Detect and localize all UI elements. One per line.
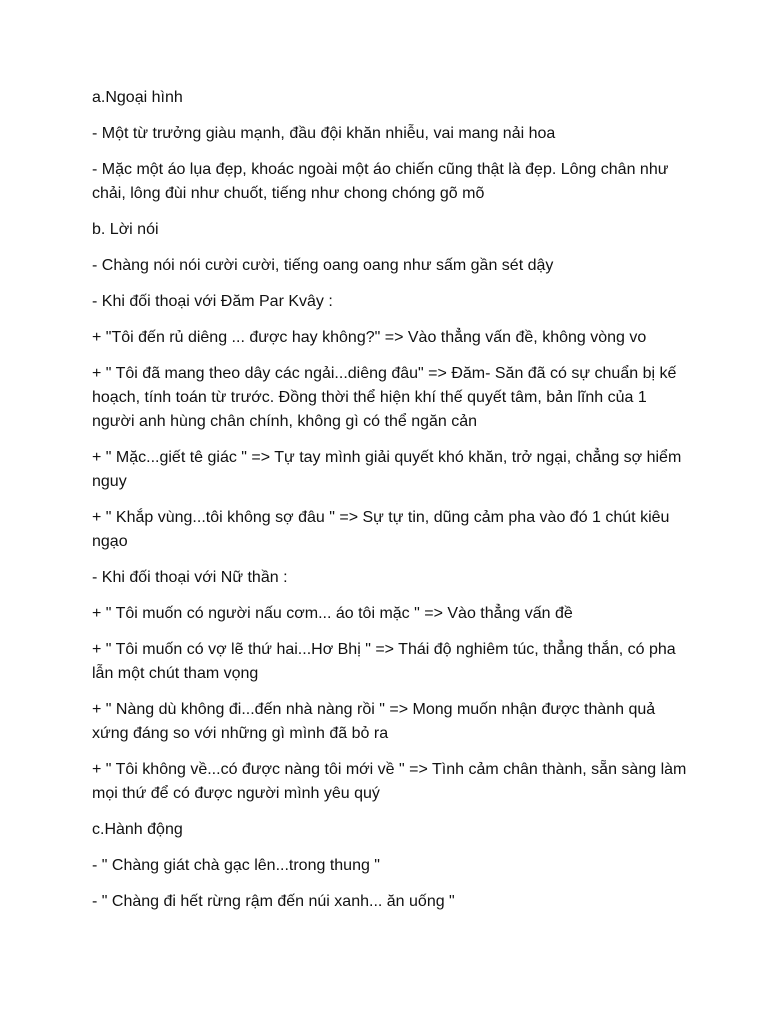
paragraph: - Khi đối thoại với Đăm Par Kvây : xyxy=(92,293,333,310)
paragraph: - Mặc một áo lụa đẹp, khoác ngoài một áo chiến cũng thật là đẹp. Lông chân như chải, lông đùi như chuốt, tiếng như chong chóng gõ mõ xyxy=(92,161,669,202)
paragraph: + " Tôi muốn có người nấu cơm... áo tôi mặc " => Vào thẳng vấn đề xyxy=(92,605,573,622)
paragraph: + "Tôi đến rủ diêng ... được hay không?" => Vào thẳng vấn đề, không vòng vo xyxy=(92,329,647,346)
paragraph: - Chàng nói nói cười cười, tiếng oang oang như sấm gần sét dậy xyxy=(92,257,554,274)
paragraph: - Một từ trưởng giàu mạnh, đầu đội khăn nhiễu, vai mang nải hoa xyxy=(92,125,556,142)
paragraph: - " Chàng đi hết rừng rậm đến núi xanh... ăn uống " xyxy=(92,893,455,910)
paragraph: + " Tôi muốn có vợ lẽ thứ hai...Hơ Bhị " => Thái độ nghiêm túc, thẳng thắn, có pha lẫn một chút tham vọng xyxy=(92,641,676,682)
heading-appearance: a.Ngoại hình xyxy=(92,89,183,106)
paragraph: - Khi đối thoại với Nữ thần : xyxy=(92,569,288,586)
heading-speech: b. Lời nói xyxy=(92,221,159,238)
paragraph: + " Nàng dù không đi...đến nhà nàng rồi " => Mong muốn nhận được thành quả xứng đáng so với những gì mình đã bỏ ra xyxy=(92,701,656,742)
paragraph: + " Mặc...giết tê giác " => Tự tay mình giải quyết khó khăn, trở ngại, chẳng sợ hiểm nguy xyxy=(92,449,682,490)
paragraph: + " Tôi đã mang theo dây các ngải...diêng đâu" => Đăm- Săn đã có sự chuẩn bị kế hoạch, tính toán từ trước. Đồng thời thể hiện khí thế quyết tâm, bản lĩnh của 1 người anh hùng chân chính, không gì có thể ngăn cản xyxy=(92,365,677,430)
document-page xyxy=(92,86,692,926)
heading-action: c.Hành động xyxy=(92,821,183,838)
paragraph: + " Tôi không về...có được nàng tôi mới về " => Tình cảm chân thành, sẵn sàng làm mọi thứ để có được người mình yêu quý xyxy=(92,761,687,802)
paragraph: + " Khắp vùng...tôi không sợ đâu " => Sự tự tin, dũng cảm pha vào đó 1 chút kiêu ngạo xyxy=(92,509,670,550)
paragraph: - " Chàng giát chà gạc lên...trong thung " xyxy=(92,857,380,874)
